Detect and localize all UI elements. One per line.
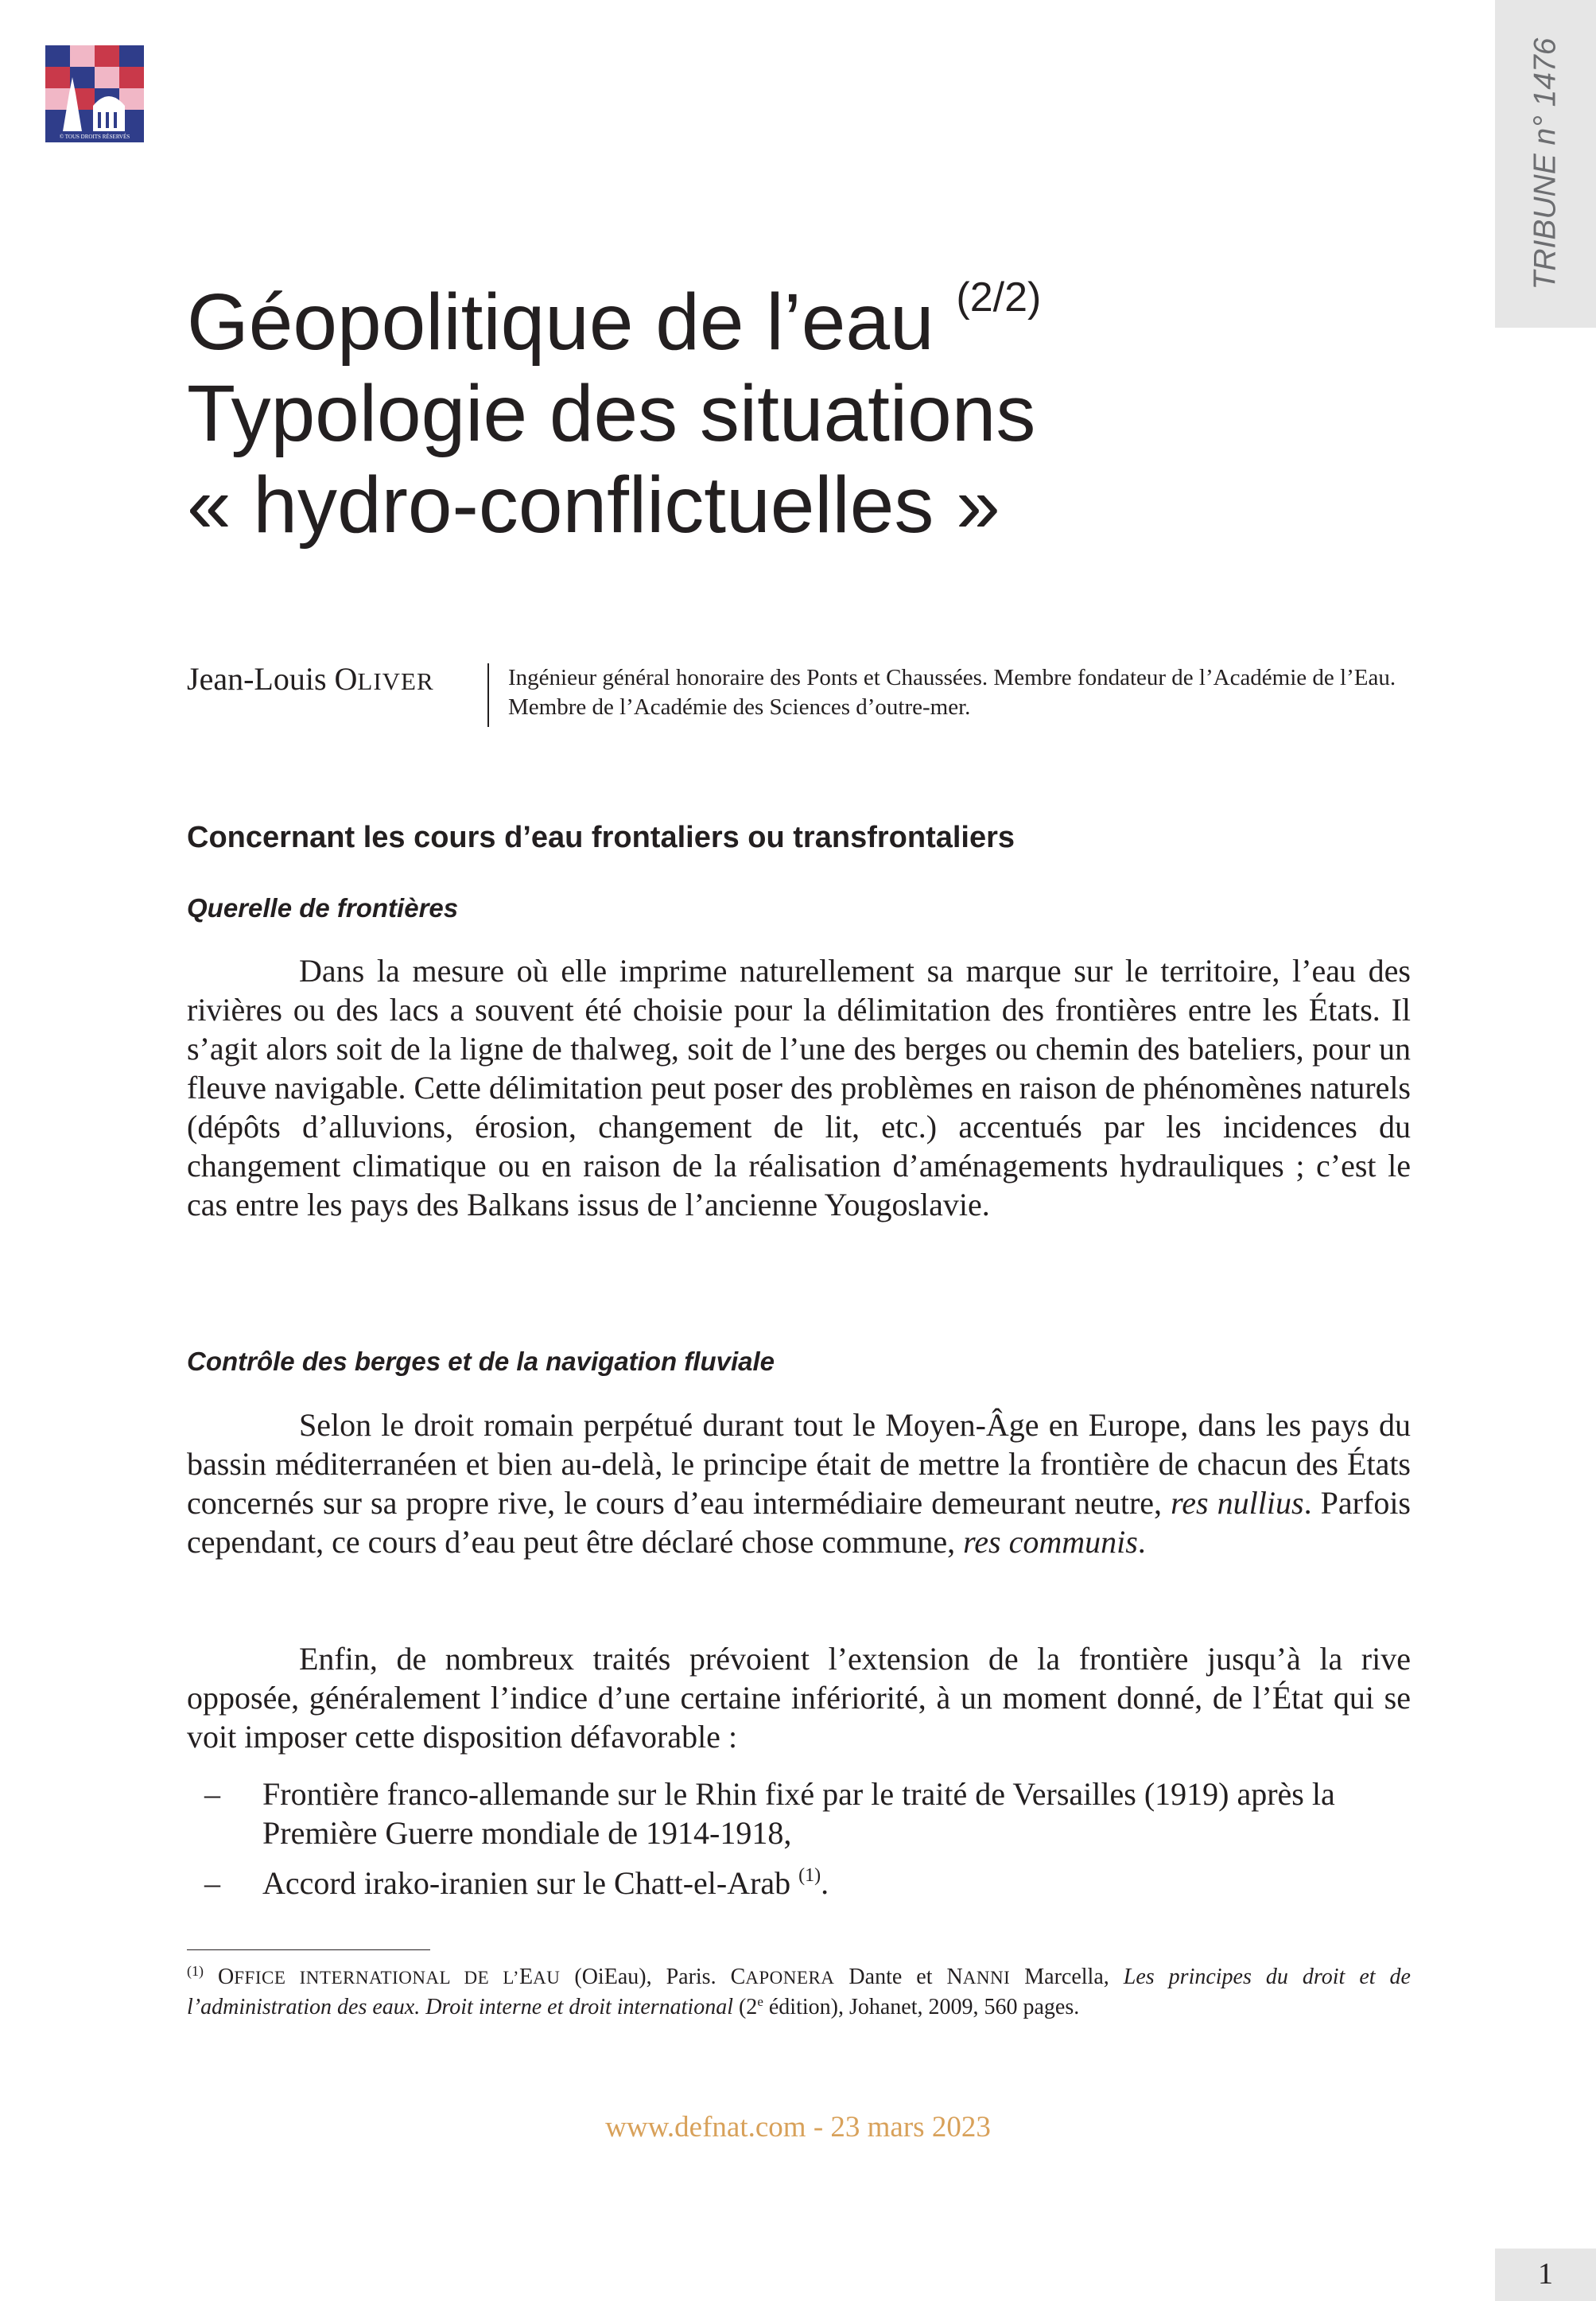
paragraph-frontier-dispute: Dans la mesure où elle imprime naturellement sa marque sur le territoire, l’eau des rivières ou des lacs a souvent été choisie pour la délimitation des frontières entre les États. Il s’agit alors soit de la ligne de thalweg, soit de l’une des berges ou chemin des bateliers, pour un fleuve navigable. Cette délimitation peut poser des problèmes en raison de phénomènes naturels (dépôts d’alluvions, érosion, changement de lit, etc.) accentués par les incidences du changement climatique ou en raison de la réalisation d’aménagements hydrauliques ; c’est le cas entre les pays des Balkans issus de l’ancienne Yougoslavie. <box>187 953 1411 1222</box>
section-heading: Concernant les cours d’eau frontaliers ou transfrontaliers <box>187 821 1015 854</box>
paragraph-treaties: Enfin, de nombreux traités prévoient l’extension de la frontière jusqu’à la rive opposée, généralement l’indice d’une certaine infériorité, à un moment donné, de l’État qui se voit imposer cette disposition défavorable : <box>187 1641 1411 1755</box>
footnote-rule <box>187 1949 430 1950</box>
subheading-frontier-dispute: Querelle de frontières <box>187 893 459 923</box>
fn-nanni-initial: N <box>946 1965 963 1989</box>
fn-book-title: Les principes du droit et de l’administration des eaux. Droit interne et droit international <box>187 1965 1411 2019</box>
fn-office-initial: O <box>218 1965 235 1989</box>
fn-office-rest: FFICE INTERNATIONAL DE L’ <box>234 1968 520 1988</box>
term-res-nullius: res nullius <box>1171 1485 1304 1521</box>
paragraph-roman-law-text-a: Selon le droit romain perpétué durant tout le Moyen-Âge en Europe, dans les pays du bassin méditerranéen et bien au-delà, le principe était de mettre la frontière de chacun des États concernés sur sa propre rive, le cours d’eau intermédiaire demeurant neutre, <box>187 1407 1411 1521</box>
treaty-list <box>187 1774 1411 1914</box>
footnote-number: (1) <box>187 1963 204 1979</box>
title-part-indicator: (2/2) <box>956 274 1042 321</box>
logo-graphic <box>45 45 144 142</box>
logo-caption: © TOUS DROITS RÉSERVÉS <box>59 134 130 140</box>
author-block <box>187 660 1412 740</box>
list-item-text: Frontière franco-allemande sur le Rhin fixé par le traité de Versailles (1919) après la Première Guerre mondiale de 1914-1918, <box>262 1776 1335 1851</box>
author-last-initial: O <box>334 661 358 697</box>
fn-nanni-rest: ANNI <box>962 1968 1011 1988</box>
footer-url[interactable]: www.defnat.com - 23 mars 2023 <box>605 2111 991 2144</box>
author-separator <box>487 663 489 727</box>
fn-text-b: Dante et <box>834 1965 947 1989</box>
fn-office-rest-2: AU <box>533 1968 561 1988</box>
title-line-1 <box>187 274 1380 368</box>
title-line-3: « hydro-conflictuelles » <box>187 461 1000 550</box>
article-title <box>187 274 1380 551</box>
fn-caponera-rest: APONERA <box>745 1968 835 1988</box>
fn-edition-sup: e <box>757 1994 763 2009</box>
fn-text-a: (OiEau), Paris. <box>560 1965 731 1989</box>
fn-text-d: (2 <box>732 1995 758 2019</box>
list-item <box>187 1864 1411 1903</box>
defnat-logo <box>45 45 144 142</box>
tribune-number: TRIBUNE n° 1476 <box>1528 37 1563 290</box>
tribune-tab <box>1495 0 1596 328</box>
author-last-rest: LIVER <box>357 667 434 695</box>
fn-office-initial-e: E <box>519 1965 534 1989</box>
list-item <box>187 1774 1411 1852</box>
paragraph-roman-law-text-c: . <box>1137 1524 1146 1560</box>
footnote-reference[interactable]: (1) <box>798 1865 821 1886</box>
fn-text-e: édition), Johanet, 2009, 560 pages. <box>763 1995 1080 2019</box>
paragraph-roman-law-text-b: . Parfois cependant, ce cours d’eau peut être déclaré chose commune, <box>187 1485 1412 1560</box>
paragraph-roman-law <box>187 1405 1411 1561</box>
title-line-2: Typologie des situations <box>187 369 1036 458</box>
list-item-text: Accord irako-iranien sur le Chatt-el-Arab <box>262 1865 799 1901</box>
fn-text-c: Marcella, <box>1010 1965 1124 1989</box>
page-tab <box>1495 2249 1596 2301</box>
list-dash: – <box>204 1776 220 1812</box>
author-name <box>187 660 434 701</box>
footnote <box>187 1962 1411 2022</box>
fn-caponera-initial: C <box>730 1965 746 1989</box>
author-bio: Ingénieur général honoraire des Ponts et Chaussées. Membre fondateur de l’Académie de l’Eau. Membre de l’Académie des Sciences d’outre-mer. <box>508 665 1396 720</box>
title-line-1-text: Géopolitique de l’eau <box>187 278 934 367</box>
subheading-bank-control: Contrôle des berges et de la navigation fluviale <box>187 1347 775 1376</box>
page-number: 1 <box>1538 2257 1553 2291</box>
author-first-name: Jean-Louis <box>187 661 335 697</box>
list-item-end: . <box>821 1865 829 1901</box>
list-dash: – <box>204 1865 220 1901</box>
term-res-communis: res communis <box>963 1524 1138 1560</box>
